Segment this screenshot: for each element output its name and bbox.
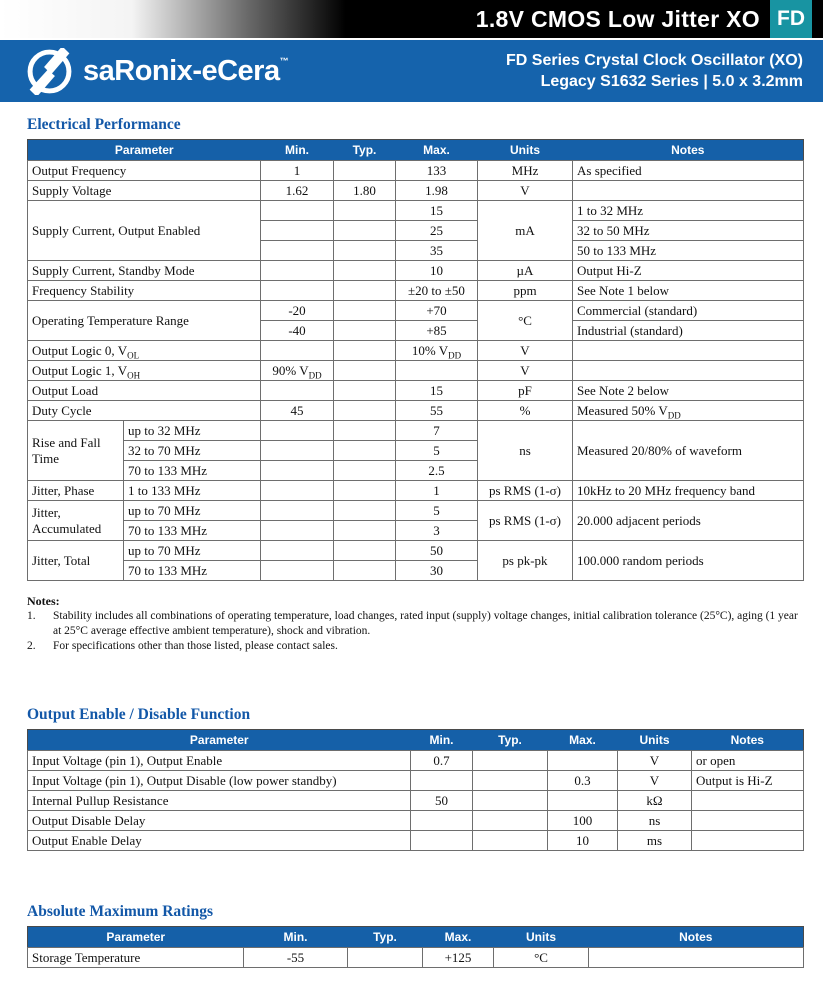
table-cell: up to 32 MHz — [124, 421, 261, 441]
table-cell: kΩ — [618, 791, 692, 811]
table-row — [28, 791, 804, 811]
electrical-performance-table — [27, 139, 804, 581]
table-cell: 5 — [396, 501, 478, 521]
column-header: Min. — [261, 140, 334, 161]
top-banner — [0, 0, 823, 38]
table-header-row — [28, 730, 804, 751]
table-row — [28, 541, 804, 561]
note-number: 1. — [27, 610, 36, 622]
table-cell: 3 — [396, 521, 478, 541]
table-cell: Commercial (standard) — [573, 301, 804, 321]
table-cell — [692, 831, 804, 851]
table-row — [28, 261, 804, 281]
table-cell: 45 — [261, 401, 334, 421]
column-header: Parameter — [28, 140, 261, 161]
table-cell — [261, 341, 334, 361]
table-cell — [334, 501, 396, 521]
table-cell: % — [478, 401, 573, 421]
table-cell — [334, 541, 396, 561]
table-cell: 70 to 133 MHz — [124, 561, 261, 581]
column-header: Notes — [573, 140, 804, 161]
table-cell: up to 70 MHz — [124, 541, 261, 561]
table-cell: 5 — [396, 441, 478, 461]
product-line-1: FD Series Crystal Clock Oscillator (XO) — [506, 52, 803, 69]
table-cell — [573, 361, 804, 381]
table-cell: 100 — [548, 811, 618, 831]
table-cell: -20 — [261, 301, 334, 321]
table-cell: Storage Temperature — [28, 948, 244, 968]
table-cell — [334, 161, 396, 181]
fd-series-badge: FD — [770, 0, 812, 38]
brand-name: saRonix-eCera™ — [83, 54, 289, 87]
table-cell — [261, 381, 334, 401]
table-cell — [573, 181, 804, 201]
product-line-2: Legacy S1632 Series | 5.0 x 3.2mm — [540, 73, 803, 90]
table-cell — [692, 791, 804, 811]
notes-section — [27, 594, 805, 654]
table-cell: 70 to 133 MHz — [124, 461, 261, 481]
table-row — [28, 301, 804, 321]
table-row — [28, 401, 804, 421]
table-cell: V — [478, 341, 573, 361]
table-row — [28, 281, 804, 301]
table-cell: ns — [618, 811, 692, 831]
table-cell — [334, 521, 396, 541]
table-cell: +125 — [423, 948, 494, 968]
table-cell — [334, 481, 396, 501]
table-cell: 35 — [396, 241, 478, 261]
table-cell — [261, 481, 334, 501]
table-cell — [334, 321, 396, 341]
product-subtitle — [506, 50, 803, 92]
table-row — [28, 831, 804, 851]
table-cell: Output Logic 0, $V_{OL}$ — [28, 341, 261, 361]
note-item — [27, 639, 805, 654]
brand-logo — [26, 48, 288, 95]
table-cell — [261, 241, 334, 261]
table-cell: MHz — [478, 161, 573, 181]
table-cell — [261, 541, 334, 561]
table-cell: Measured 20/80% of waveform — [573, 421, 804, 481]
table-row — [28, 421, 804, 441]
table-cell — [348, 948, 423, 968]
table-cell: 55 — [396, 401, 478, 421]
table-cell: 15 — [396, 201, 478, 221]
table-cell: 10% $V_{DD}$ — [396, 341, 478, 361]
output-enable-disable-table — [27, 729, 804, 851]
table-cell: °C — [494, 948, 589, 968]
table-cell: Output Frequency — [28, 161, 261, 181]
table-cell: 0.3 — [548, 771, 618, 791]
table-cell: or open — [692, 751, 804, 771]
column-header: Parameter — [28, 927, 244, 948]
table-header-row — [28, 927, 804, 948]
table-cell: See Note 2 below — [573, 381, 804, 401]
table-cell: 133 — [396, 161, 478, 181]
table-cell: 32 to 50 MHz — [573, 221, 804, 241]
table-cell: V — [618, 751, 692, 771]
table-cell: ps RMS (1-σ) — [478, 481, 573, 501]
table-cell — [548, 751, 618, 771]
brand-banner — [0, 40, 823, 102]
table-cell: Supply Voltage — [28, 181, 261, 201]
section-heading-enable-disable: Output Enable / Disable Function — [27, 706, 251, 723]
table-cell — [334, 201, 396, 221]
table-cell: See Note 1 below — [573, 281, 804, 301]
table-cell: Industrial (standard) — [573, 321, 804, 341]
table-cell: 25 — [396, 221, 478, 241]
table-cell: ms — [618, 831, 692, 851]
table-cell — [334, 361, 396, 381]
table-cell: Duty Cycle — [28, 401, 261, 421]
table-cell: V — [478, 361, 573, 381]
section-heading-absolute-maximum: Absolute Maximum Ratings — [27, 903, 214, 920]
column-header: Typ. — [334, 140, 396, 161]
table-cell — [334, 341, 396, 361]
column-header: Units — [618, 730, 692, 751]
table-cell — [334, 261, 396, 281]
table-cell — [473, 811, 548, 831]
table-cell — [261, 441, 334, 461]
table-cell — [334, 241, 396, 261]
table-row — [28, 811, 804, 831]
table-cell — [573, 341, 804, 361]
table-cell — [261, 501, 334, 521]
table-cell — [473, 831, 548, 851]
table-cell: Supply Current, Standby Mode — [28, 261, 261, 281]
table-cell: Input Voltage (pin 1), Output Disable (low power standby) — [28, 771, 411, 791]
table-cell — [334, 381, 396, 401]
table-row — [28, 161, 804, 181]
table-cell: Output is Hi-Z — [692, 771, 804, 791]
table-cell: 20.000 adjacent periods — [573, 501, 804, 541]
table-cell: +70 — [396, 301, 478, 321]
table-cell — [261, 221, 334, 241]
table-cell — [334, 221, 396, 241]
table-cell — [261, 201, 334, 221]
table-cell — [411, 811, 473, 831]
note-text: For specifications other than those listed, please contact sales. — [53, 640, 338, 652]
table-cell: Jitter, Total — [28, 541, 124, 581]
table-cell — [548, 791, 618, 811]
table-cell: 1 to 133 MHz — [124, 481, 261, 501]
table-row — [28, 381, 804, 401]
table-cell — [334, 281, 396, 301]
table-cell: 2.5 — [396, 461, 478, 481]
table-cell — [334, 421, 396, 441]
table-cell: Operating Temperature Range — [28, 301, 261, 341]
table-cell — [261, 421, 334, 441]
table-cell: 15 — [396, 381, 478, 401]
table-cell: Output Logic 1, $V_{OH}$ — [28, 361, 261, 381]
table-cell — [473, 771, 548, 791]
table-cell: -40 — [261, 321, 334, 341]
table-cell: Output Hi-Z — [573, 261, 804, 281]
table-cell: Output Load — [28, 381, 261, 401]
table-row — [28, 751, 804, 771]
table-cell: mA — [478, 201, 573, 261]
table-cell: pF — [478, 381, 573, 401]
column-header: Max. — [423, 927, 494, 948]
absolute-maximum-ratings-table — [27, 926, 804, 968]
table-header-row — [28, 140, 804, 161]
table-cell — [261, 461, 334, 481]
column-header: Units — [494, 927, 589, 948]
table-row — [28, 361, 804, 381]
table-row — [28, 948, 804, 968]
section-heading-electrical: Electrical Performance — [27, 116, 181, 133]
column-header: Max. — [396, 140, 478, 161]
table-cell: 1 — [396, 481, 478, 501]
column-header: Min. — [411, 730, 473, 751]
table-row — [28, 181, 804, 201]
table-cell — [334, 561, 396, 581]
table-cell: ±20 to ±50 — [396, 281, 478, 301]
table-cell: +85 — [396, 321, 478, 341]
table-cell: 100.000 random periods — [573, 541, 804, 581]
table-cell: -55 — [244, 948, 348, 968]
table-cell — [473, 791, 548, 811]
table-cell: 50 — [411, 791, 473, 811]
table-cell: 0.7 — [411, 751, 473, 771]
column-header: Typ. — [348, 927, 423, 948]
trademark-symbol: ™ — [279, 55, 289, 66]
note-text: Stability includes all combinations of operating temperature, load changes, rated input (supply) voltage changes, initial calibration tolerance (25°C), aging (1 year at 25°C average effective ambient temperature), shock and vibration. — [53, 610, 798, 637]
column-header: Notes — [692, 730, 804, 751]
table-cell — [473, 751, 548, 771]
table-cell — [261, 521, 334, 541]
table-cell: Input Voltage (pin 1), Output Enable — [28, 751, 411, 771]
table-cell: 10 — [548, 831, 618, 851]
table-cell — [334, 401, 396, 421]
column-header: Typ. — [473, 730, 548, 751]
table-cell: Jitter, Phase — [28, 481, 124, 501]
table-cell: 32 to 70 MHz — [124, 441, 261, 461]
column-header: Units — [478, 140, 573, 161]
table-cell — [692, 811, 804, 831]
table-cell — [334, 301, 396, 321]
table-cell: ppm — [478, 281, 573, 301]
table-cell — [589, 948, 804, 968]
table-cell: Supply Current, Output Enabled — [28, 201, 261, 261]
table-cell: V — [618, 771, 692, 791]
table-cell: 7 — [396, 421, 478, 441]
table-cell: 1.98 — [396, 181, 478, 201]
table-cell: As specified — [573, 161, 804, 181]
datasheet-body — [0, 116, 823, 968]
note-number: 2. — [27, 640, 36, 652]
table-cell — [261, 261, 334, 281]
table-cell: 70 to 133 MHz — [124, 521, 261, 541]
column-header: Notes — [589, 927, 804, 948]
table-cell: V — [478, 181, 573, 201]
table-cell: up to 70 MHz — [124, 501, 261, 521]
table-cell: 10 — [396, 261, 478, 281]
table-row — [28, 771, 804, 791]
table-cell: Output Disable Delay — [28, 811, 411, 831]
table-cell — [411, 831, 473, 851]
table-cell: 10kHz to 20 MHz frequency band — [573, 481, 804, 501]
table-cell — [334, 461, 396, 481]
table-cell: ps RMS (1-σ) — [478, 501, 573, 541]
table-cell: Measured 50% $V_{DD}$ — [573, 401, 804, 421]
table-cell — [396, 361, 478, 381]
table-cell: 50 — [396, 541, 478, 561]
table-row — [28, 201, 804, 221]
table-row — [28, 481, 804, 501]
table-cell: Rise and Fall Time — [28, 421, 124, 481]
table-cell: 1 to 32 MHz — [573, 201, 804, 221]
notes-label: Notes: — [27, 594, 60, 608]
table-cell: 30 — [396, 561, 478, 581]
table-cell: 50 to 133 MHz — [573, 241, 804, 261]
table-cell: Internal Pullup Resistance — [28, 791, 411, 811]
table-row — [28, 501, 804, 521]
table-cell: ps pk-pk — [478, 541, 573, 581]
table-cell: 1 — [261, 161, 334, 181]
lightning-bolt-icon — [26, 48, 73, 95]
page-title: 1.8V CMOS Low Jitter XO — [475, 5, 760, 32]
table-cell: Output Enable Delay — [28, 831, 411, 851]
table-cell: °C — [478, 301, 573, 341]
column-header: Parameter — [28, 730, 411, 751]
note-item — [27, 609, 805, 639]
table-cell — [261, 281, 334, 301]
table-cell — [411, 771, 473, 791]
table-cell: µA — [478, 261, 573, 281]
table-cell: 90% $V_{DD}$ — [261, 361, 334, 381]
column-header: Min. — [244, 927, 348, 948]
column-header: Max. — [548, 730, 618, 751]
table-cell: 1.62 — [261, 181, 334, 201]
table-cell: Jitter, Accumulated — [28, 501, 124, 541]
table-cell — [261, 561, 334, 581]
table-cell: Frequency Stability — [28, 281, 261, 301]
table-cell: ns — [478, 421, 573, 481]
table-cell — [334, 441, 396, 461]
table-row — [28, 341, 804, 361]
table-cell: 1.80 — [334, 181, 396, 201]
